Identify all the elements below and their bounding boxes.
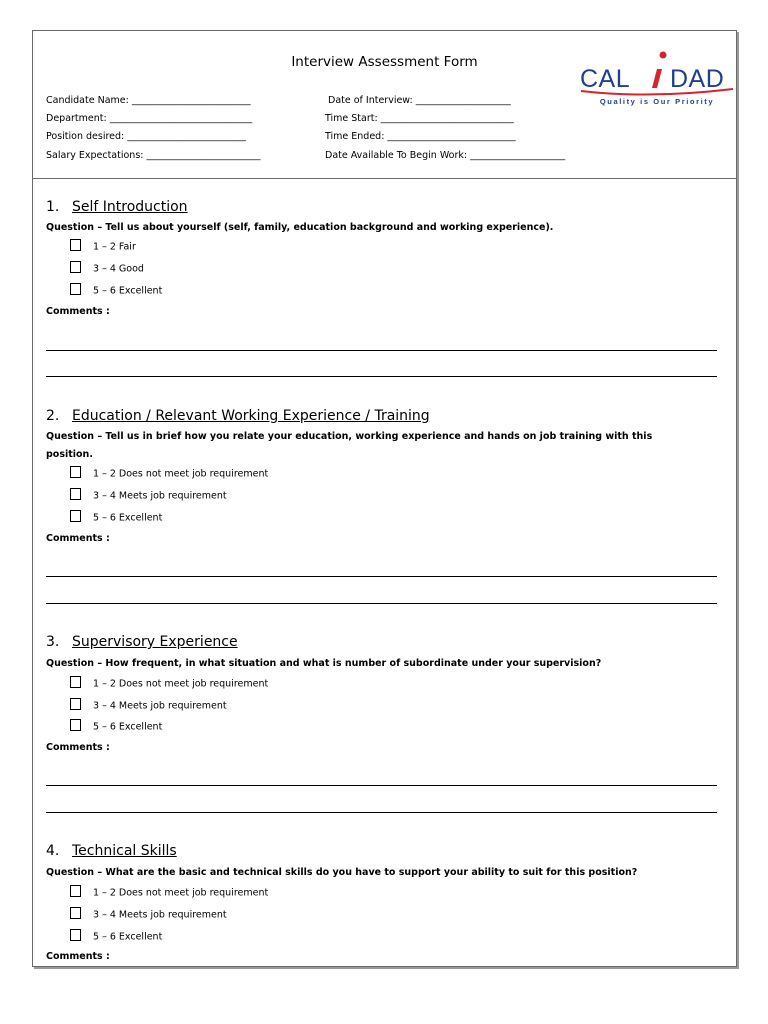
option-5-6[interactable]: 5 – 6 Excellent [70,285,162,299]
option-1-2[interactable]: 1 – 2 Fair [70,241,136,255]
option-1-2[interactable]: 1 – 2 Does not meet job requirement [70,678,268,692]
comments-label: Comments : [46,951,110,962]
comment-line[interactable] [46,376,717,377]
checkbox[interactable] [70,466,81,478]
form-page [32,30,737,967]
comments-label: Comments : [46,533,110,544]
checkbox[interactable] [70,283,81,295]
question-text: Question – How frequent, in what situation and what is number of subordinate under your supervision? [46,658,602,669]
time-start-field[interactable]: Time Start: ____________________________ [325,113,514,124]
candidate-name-field[interactable]: Candidate Name: _________________________ [46,95,251,106]
option-3-4[interactable]: 3 – 4 Good [70,263,144,277]
option-5-6[interactable]: 5 – 6 Excellent [70,931,162,945]
time-ended-field[interactable]: Time Ended: ___________________________ [325,131,516,142]
section-title: 4. Technical Skills [46,843,177,859]
date-available-field[interactable]: Date Available To Begin Work: ____________________ [325,150,566,161]
comment-line[interactable] [46,603,717,604]
option-3-4[interactable]: 3 – 4 Meets job requirement [70,490,227,504]
section-title: 3. Supervisory Experience [46,634,238,650]
checkbox[interactable] [70,719,81,731]
option-5-6[interactable]: 5 – 6 Excellent [70,721,162,735]
department-field[interactable]: Department: ______________________________ [46,113,253,124]
section-title: 1. Self Introduction [46,199,188,215]
position-desired-field[interactable]: Position desired: _________________________ [46,131,247,142]
salary-expectations-field[interactable]: Salary Expectations: ________________________ [46,150,261,161]
svg-text:CAL: CAL [580,65,631,93]
svg-text:Quality is Our Priority: Quality is Our Priority [599,97,715,106]
date-of-interview-field[interactable]: Date of Interview: ____________________ [328,95,511,106]
option-3-4[interactable]: 3 – 4 Meets job requirement [70,909,227,923]
option-1-2[interactable]: 1 – 2 Does not meet job requirement [70,468,268,482]
checkbox[interactable] [70,239,81,251]
svg-text:DAD: DAD [670,65,725,93]
comment-line[interactable] [46,350,717,351]
option-1-2[interactable]: 1 – 2 Does not meet job requirement [70,887,268,901]
checkbox[interactable] [70,510,81,522]
section-title: 2. Education / Relevant Working Experience / Training [46,408,430,424]
comments-label: Comments : [46,742,110,753]
checkbox[interactable] [70,885,81,897]
checkbox[interactable] [70,929,81,941]
checkbox[interactable] [70,698,81,710]
comment-line[interactable] [46,785,717,786]
calidad-logo [580,49,735,109]
form-title: Interview Assessment Form [291,54,478,70]
question-text: Question – Tell us in brief how you relate your education, working experience and hands on job training with this position. [46,431,653,460]
question-text: Question – Tell us about yourself (self, family, education background and working experience). [46,222,554,233]
comments-label: Comments : [46,306,110,317]
option-5-6[interactable]: 5 – 6 Excellent [70,512,162,526]
comment-line[interactable] [46,576,717,577]
form-header [33,31,736,179]
checkbox[interactable] [70,676,81,688]
checkbox[interactable] [70,488,81,500]
option-3-4[interactable]: 3 – 4 Meets job requirement [70,700,227,714]
question-text: Question – What are the basic and technical skills do you have to support your ability to suit for this position? [46,867,638,878]
comment-line[interactable] [46,812,717,813]
checkbox[interactable] [70,907,81,919]
checkbox[interactable] [70,261,81,273]
